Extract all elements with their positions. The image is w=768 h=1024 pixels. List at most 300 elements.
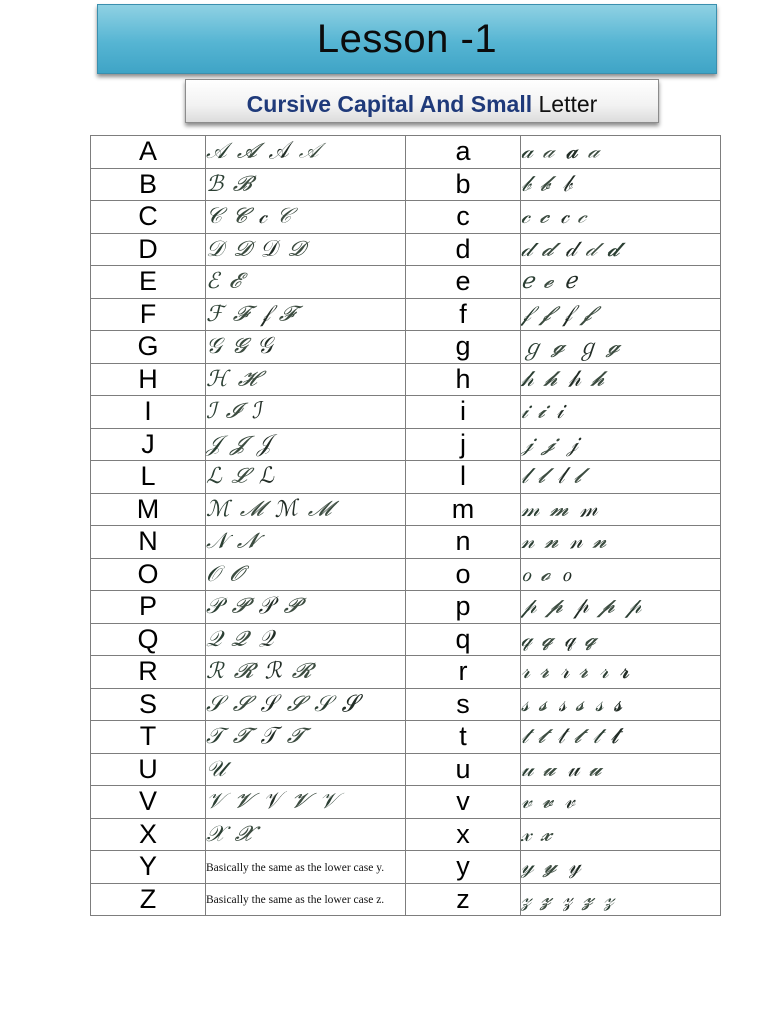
cursive-glyph: ℳ <box>206 496 230 522</box>
cursive-glyph: 𝓎 <box>566 853 582 880</box>
capital-cursive-samples <box>206 591 406 624</box>
small-letter: s <box>406 688 521 721</box>
cursive-glyph: 𝒬 <box>256 625 275 653</box>
small-cursive-samples <box>521 493 721 526</box>
capital-cursive-samples <box>206 493 406 526</box>
cursive-glyph: 𝓢 <box>285 692 306 717</box>
small-letter: n <box>406 526 521 559</box>
cursive-glyph: 𝓭 <box>607 236 620 262</box>
cursive-glyph: 𝒥 <box>255 431 273 458</box>
cursive-glyph-group <box>521 136 720 167</box>
subtitle-box <box>185 79 659 123</box>
cursive-glyph: 𝓖 <box>229 334 249 359</box>
small-cursive-samples <box>521 818 721 851</box>
cursive-glyph-group <box>521 266 720 297</box>
small-cursive-samples <box>521 623 721 656</box>
capital-cursive-samples <box>206 753 406 786</box>
small-letter: m <box>406 493 521 526</box>
capital-cursive-samples <box>206 818 406 851</box>
cursive-glyph: 𝒯 <box>206 724 223 750</box>
cursive-glyph: 𝒷 <box>560 171 573 198</box>
cursive-glyph: ℐ <box>249 398 263 425</box>
cursive-glyph: 𝓡 <box>231 659 256 684</box>
capital-letter: D <box>91 233 206 266</box>
cursive-glyph: 𝓃 <box>567 528 584 555</box>
capital-cursive-samples <box>206 688 406 721</box>
table-row <box>91 786 721 819</box>
small-letter: b <box>406 168 521 201</box>
cursive-glyph: 𝒸 <box>256 203 268 230</box>
cursive-glyph: 𝓅 <box>625 594 642 620</box>
capital-cursive-samples <box>206 851 406 884</box>
capital-letter: H <box>91 363 206 396</box>
cursive-glyph: ℬ <box>206 171 224 197</box>
cursive-glyph-group <box>206 201 405 232</box>
capital-letter: N <box>91 526 206 559</box>
cursive-glyph: 𝒳 <box>206 821 225 847</box>
cursive-glyph: 𝓛 <box>230 464 250 489</box>
cursive-glyph-group <box>521 851 720 882</box>
cursive-glyph: ℛ <box>262 658 283 686</box>
cursive-glyph: 𝓭 <box>540 237 557 262</box>
capital-letter: U <box>91 753 206 786</box>
cursive-glyph-group <box>521 331 720 362</box>
cursive-glyph: 𝓑 <box>231 172 255 197</box>
cursive-glyph: 𝓠 <box>230 627 250 652</box>
small-cursive-samples <box>521 136 721 169</box>
cursive-glyph-group <box>206 819 405 850</box>
cursive-glyph: 𝒻 <box>560 301 573 328</box>
cursive-glyph: 𝓽 <box>536 724 549 749</box>
cursive-glyph: 𝓕 <box>231 302 252 327</box>
cursive-glyph: 𝓣 <box>284 724 306 749</box>
cursive-glyph: ℯ <box>521 269 535 295</box>
cursive-glyph: 𝒹 <box>584 237 599 262</box>
small-letter: c <box>406 201 521 234</box>
cursive-glyph: 𝒪 <box>206 561 220 587</box>
capital-cursive-samples <box>206 623 406 656</box>
cursive-glyph: 𝓉 <box>555 723 566 750</box>
cursive-glyph: 𝒿 <box>521 431 534 457</box>
cursive-glyph: 𝒱 <box>206 789 225 815</box>
small-cursive-samples <box>521 591 721 624</box>
capital-cursive-samples <box>206 656 406 689</box>
small-cursive-samples <box>521 331 721 364</box>
cursive-glyph: 𝓔 <box>227 269 244 294</box>
cursive-glyph: 𝓎 <box>521 854 534 880</box>
cursive-glyph-group <box>521 656 720 687</box>
cursive-glyph: 𝒢 <box>255 333 275 361</box>
small-cursive-samples <box>521 883 721 916</box>
capital-letter: J <box>91 428 206 461</box>
table-row <box>91 883 721 916</box>
small-cursive-samples <box>521 266 721 299</box>
cursive-glyph-group <box>521 721 720 752</box>
small-letter: z <box>406 883 521 916</box>
cursive-glyph-group <box>206 396 405 427</box>
cursive-glyph: 𝓟 <box>281 594 302 619</box>
cursive-glyph: 𝓯 <box>579 302 595 327</box>
cursive-glyph-group <box>521 461 720 492</box>
small-letter: x <box>406 818 521 851</box>
capital-letter: F <box>91 298 206 331</box>
small-letter: v <box>406 786 521 819</box>
table-row <box>91 721 721 754</box>
capital-letter: L <box>91 461 206 494</box>
cursive-glyph: 𝒯 <box>258 723 278 751</box>
small-cursive-samples <box>521 461 721 494</box>
cursive-glyph: 𝓻 <box>617 658 630 685</box>
cursive-glyph-group <box>521 559 720 590</box>
cursive-glyph: 𝓱 <box>541 367 560 392</box>
small-letter: h <box>406 363 521 396</box>
cursive-glyph: 𝒟 <box>259 235 280 263</box>
cursive-glyph: 𝓈 <box>521 691 530 717</box>
cursive-glyph: 𝒮 <box>206 691 224 717</box>
cursive-glyph: 𝒶 <box>586 139 602 164</box>
table-row <box>91 558 721 591</box>
cursive-glyph: 𝓻 <box>538 659 553 684</box>
cursive-glyph: ℊ <box>521 336 544 362</box>
cursive-glyph-group <box>521 754 720 785</box>
cursive-glyph-group <box>206 786 405 817</box>
cursive-glyph: 𝒶 <box>521 139 534 165</box>
cursive-glyph: 𝒜 <box>297 139 322 164</box>
cursive-glyph: 𝒞 <box>206 204 223 230</box>
capital-note: Basically the same as the lower case z. <box>206 894 385 907</box>
cursive-glyph: 𝒱 <box>319 789 338 815</box>
cursive-glyph: 𝒾 <box>554 398 565 425</box>
cursive-glyph: 𝒜 <box>266 138 291 166</box>
cursive-glyph: ℒ <box>256 463 275 491</box>
cursive-glyph-group <box>206 591 405 622</box>
cursive-glyph-group <box>521 819 720 850</box>
small-letter: j <box>406 428 521 461</box>
cursive-glyph: ℴ <box>521 561 532 587</box>
cursive-glyph: 𝓁 <box>555 463 566 490</box>
cursive-glyph: ℴ <box>560 561 573 588</box>
cursive-glyph-group <box>206 526 405 557</box>
cursive-glyph: 𝓂 <box>578 495 600 523</box>
cursive-glyph: 𝓼 <box>612 691 624 718</box>
cursive-glyph-group <box>521 201 720 232</box>
cursive-glyph: ℒ <box>206 464 222 490</box>
table-row <box>91 233 721 266</box>
lesson-title-banner <box>97 4 717 74</box>
capital-letter: R <box>91 656 206 689</box>
cursive-glyph: 𝓒 <box>230 204 250 229</box>
capital-letter: Y <box>91 851 206 884</box>
cursive-glyph: 𝓱 <box>588 367 607 392</box>
capital-note: Basically the same as the lower case y. <box>206 861 385 874</box>
cursive-glyph: 𝓘 <box>224 399 243 424</box>
cursive-glyph: 𝓪 <box>563 138 580 165</box>
small-cursive-samples <box>521 298 721 331</box>
cursive-glyph: 𝓋 <box>521 789 532 815</box>
cursive-glyph-group <box>521 624 720 655</box>
small-letter: a <box>406 136 521 169</box>
cursive-glyph: 𝓓 <box>286 237 307 262</box>
cursive-glyph-group <box>521 169 720 200</box>
cursive-glyph: 𝓺 <box>540 627 556 652</box>
cursive-glyph: 𝒮 <box>314 691 332 717</box>
small-letter: r <box>406 656 521 689</box>
cursive-glyph: 𝓣 <box>231 724 252 749</box>
capital-letter: B <box>91 168 206 201</box>
cursive-glyph-group <box>206 494 405 525</box>
cursive-glyph: 𝓡 <box>290 659 314 684</box>
cursive-glyph: 𝓞 <box>228 562 246 587</box>
small-letter: f <box>406 298 521 331</box>
cursive-glyph-group <box>521 884 720 915</box>
cursive-glyph-group <box>521 396 720 427</box>
cursive-glyph: 𝔃 <box>580 887 596 912</box>
table-row <box>91 851 721 884</box>
capital-cursive-samples <box>206 266 406 299</box>
cursive-glyph: 𝓫 <box>538 172 554 197</box>
table-row <box>91 331 721 364</box>
cursive-glyph-group <box>206 234 405 265</box>
small-letter: u <box>406 753 521 786</box>
cursive-glyph: 𝓹 <box>545 594 566 619</box>
small-cursive-samples <box>521 526 721 559</box>
cursive-glyph-group <box>206 689 405 720</box>
capital-cursive-samples <box>206 428 406 461</box>
cursive-glyph: 𝓵 <box>572 464 585 489</box>
cursive-glyph: 𝓓 <box>231 237 253 262</box>
small-letter: q <box>406 623 521 656</box>
table-row <box>91 396 721 429</box>
cursive-glyph-group <box>206 559 405 590</box>
small-cursive-samples <box>521 721 721 754</box>
cursive-glyph: 𝓼 <box>537 692 551 717</box>
capital-letter: Z <box>91 883 206 916</box>
small-cursive-samples <box>521 396 721 429</box>
cursive-glyph-group <box>521 526 720 557</box>
cursive-glyph: 𝒜 <box>206 139 227 165</box>
cursive-glyph-group <box>206 266 405 297</box>
cursive-glyph: 𝓙 <box>229 432 249 457</box>
cursive-glyph-group <box>521 494 720 525</box>
cursive-glyph: 𝒹 <box>563 236 578 263</box>
capital-letter: S <box>91 688 206 721</box>
cursive-glyph: 𝓈 <box>556 691 568 718</box>
cursive-glyph: 𝓏 <box>561 886 574 913</box>
cursive-glyph: 𝔃 <box>539 887 555 912</box>
cursive-glyph-group <box>206 299 405 330</box>
cursive-glyph: 𝓾 <box>587 757 605 782</box>
cursive-glyph: 𝒸 <box>558 203 570 230</box>
capital-cursive-samples <box>206 136 406 169</box>
cursive-glyph: 𝒫 <box>206 594 222 620</box>
cursive-glyph: 𝓗 <box>236 367 260 392</box>
cursive-glyph: 𝓇 <box>521 659 531 685</box>
cursive-glyph: 𝓆 <box>521 626 533 652</box>
cursive-glyph: ℰ <box>206 269 220 295</box>
cursive-glyph: 𝓽 <box>608 723 620 750</box>
cursive-glyph-group <box>521 786 720 817</box>
cursive-glyph: 𝓊 <box>521 756 534 782</box>
cursive-glyph: 𝓋 <box>562 788 576 815</box>
small-cursive-samples <box>521 786 721 819</box>
table-row <box>91 526 721 559</box>
cursive-glyph: 𝓏 <box>521 886 532 912</box>
cursive-glyph: 𝓧 <box>233 822 255 847</box>
capital-cursive-samples <box>206 558 406 591</box>
cursive-glyph: 𝓾 <box>541 757 559 782</box>
small-cursive-samples <box>521 558 721 591</box>
small-letter: i <box>406 396 521 429</box>
cursive-glyph: 𝓕 <box>277 302 298 327</box>
cursive-glyph: 𝒞 <box>274 204 295 229</box>
small-letter: d <box>406 233 521 266</box>
cursive-glyph-group <box>521 689 720 720</box>
cursive-glyph: 𝒹 <box>521 236 533 262</box>
cursive-glyph-group <box>206 169 405 200</box>
cursive-glyph: 𝓆 <box>562 626 577 653</box>
cursive-glyph-group <box>206 136 405 167</box>
capital-cursive-samples <box>206 233 406 266</box>
cursive-glyph-group <box>521 234 720 265</box>
table-row <box>91 623 721 656</box>
cursive-glyph: 𝒰 <box>206 756 226 782</box>
small-letter: y <box>406 851 521 884</box>
capital-letter: A <box>91 136 206 169</box>
cursive-glyph-group <box>206 721 405 752</box>
cursive-glyph: 𝓯 <box>538 302 554 327</box>
cursive-glyph: 𝓼 <box>574 692 588 717</box>
capital-cursive-samples <box>206 201 406 234</box>
capital-letter: P <box>91 591 206 624</box>
cursive-glyph: 𝓐 <box>235 139 260 164</box>
page-title: Lesson -1 <box>316 16 498 61</box>
capital-letter: G <box>91 331 206 364</box>
capital-letter: I <box>91 396 206 429</box>
small-letter: l <box>406 461 521 494</box>
cursive-glyph: 𝓇 <box>599 659 609 685</box>
cursive-glyph-group <box>521 364 720 395</box>
capital-cursive-samples <box>206 363 406 396</box>
cursive-glyph: 𝓺 <box>583 627 600 652</box>
cursive-letter-table <box>90 135 721 916</box>
capital-cursive-samples <box>206 168 406 201</box>
capital-letter: O <box>91 558 206 591</box>
cursive-glyph-group <box>521 591 720 622</box>
capital-letter: T <box>91 721 206 754</box>
capital-cursive-samples <box>206 721 406 754</box>
cursive-glyph: 𝓊 <box>565 756 581 783</box>
cursive-glyph: 𝓥 <box>289 789 311 814</box>
capital-cursive-samples <box>206 883 406 916</box>
capital-letter: M <box>91 493 206 526</box>
small-letter: o <box>406 558 521 591</box>
cursive-glyph: 𝓏 <box>603 886 614 912</box>
table-row <box>91 168 721 201</box>
cursive-glyph: 𝓮 <box>542 269 556 294</box>
cursive-glyph-group <box>206 364 405 395</box>
table-row <box>91 591 721 624</box>
capital-cursive-samples <box>206 526 406 559</box>
cursive-glyph-group <box>206 624 405 655</box>
cursive-glyph: 𝓃 <box>521 529 535 555</box>
letter-rows <box>91 136 721 916</box>
cursive-glyph: 𝓢 <box>339 690 360 718</box>
cursive-glyph-group <box>206 754 405 785</box>
table-row <box>91 266 721 299</box>
table-row <box>91 656 721 689</box>
subtitle-text <box>186 91 658 118</box>
capital-letter: X <box>91 818 206 851</box>
cursive-glyph: 𝓷 <box>590 529 609 554</box>
cursive-glyph: 𝓶 <box>548 497 571 522</box>
cursive-glyph: 𝒷 <box>521 171 531 197</box>
cursive-glyph: 𝒢 <box>206 334 222 360</box>
cursive-glyph: 𝓉 <box>521 724 529 750</box>
cursive-glyph: 𝒱 <box>261 788 283 816</box>
cursive-glyph: 𝒾 <box>521 399 529 425</box>
cursive-glyph: 𝓜 <box>306 497 334 522</box>
cursive-glyph: 𝒬 <box>206 626 222 652</box>
small-cursive-samples <box>521 168 721 201</box>
cursive-glyph: 𝓽 <box>572 724 585 749</box>
table-row <box>91 298 721 331</box>
table-row <box>91 136 721 169</box>
cursive-glyph: ℋ <box>206 366 228 392</box>
cursive-glyph: 𝔁 <box>539 822 555 847</box>
cursive-glyph: 𝒟 <box>206 236 224 262</box>
capital-letter: V <box>91 786 206 819</box>
cursive-glyph-group <box>206 331 405 362</box>
small-cursive-samples <box>521 363 721 396</box>
cursive-glyph: 𝓁 <box>521 464 529 490</box>
cursive-glyph: 𝓟 <box>230 594 250 619</box>
cursive-glyph: 𝒸 <box>576 204 590 229</box>
cursive-glyph: ℳ <box>272 495 299 523</box>
cursive-glyph: 𝒽 <box>521 366 534 392</box>
cursive-glyph-group <box>206 656 405 687</box>
small-letter: e <box>406 266 521 299</box>
cursive-glyph: 𝒩 <box>206 529 228 555</box>
cursive-glyph: 𝓅 <box>572 593 591 621</box>
cursive-glyph: 𝒻 <box>258 301 271 328</box>
table-row <box>91 753 721 786</box>
small-cursive-samples <box>521 201 721 234</box>
cursive-glyph: 𝓥 <box>232 789 255 814</box>
small-cursive-samples <box>521 656 721 689</box>
capital-cursive-samples <box>206 786 406 819</box>
capital-letter: C <box>91 201 206 234</box>
cursive-glyph: 𝓜 <box>238 497 266 522</box>
cursive-glyph: ℯ <box>562 268 579 295</box>
cursive-glyph: 𝒽 <box>566 366 582 393</box>
cursive-glyph-group <box>206 461 405 492</box>
cursive-glyph: 𝓲 <box>536 399 548 424</box>
table-row <box>91 461 721 494</box>
small-cursive-samples <box>521 851 721 884</box>
cursive-glyph: 𝓰 <box>551 334 568 359</box>
small-letter: t <box>406 721 521 754</box>
cursive-glyph: 𝓹 <box>597 594 618 619</box>
cursive-glyph: ℐ <box>206 399 217 425</box>
cursive-glyph: 𝓸 <box>539 562 554 587</box>
cursive-glyph: 𝓂 <box>521 496 540 522</box>
cursive-glyph: 𝓿 <box>540 789 556 814</box>
subtitle-part-2: Letter <box>532 91 598 117</box>
cursive-glyph-group <box>521 299 720 330</box>
cursive-glyph: 𝓢 <box>231 692 252 717</box>
subtitle-part-1: Cursive Capital And Small <box>246 91 533 117</box>
small-cursive-samples <box>521 753 721 786</box>
